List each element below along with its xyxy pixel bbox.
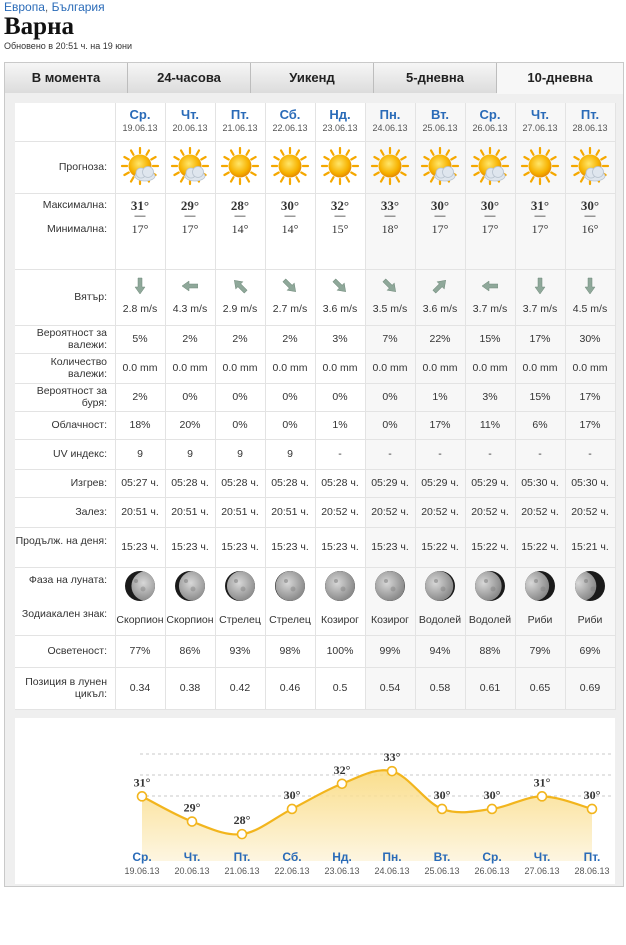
temp-separator: —: [234, 210, 246, 222]
day-date: 28.06.13: [572, 123, 608, 133]
cell-pa: 0.0 mm: [172, 362, 208, 374]
cell-uv: 9: [237, 448, 243, 460]
day-header[interactable]: [415, 107, 465, 133]
cell-pa: 0.0 mm: [522, 362, 558, 374]
cell-sp: 0%: [382, 391, 398, 403]
temp-separator: —: [434, 210, 446, 222]
cell-set: 20:51 ч.: [271, 506, 309, 518]
wind-speed: 3.6 m/s: [422, 303, 458, 315]
cell-pa: 0.0 mm: [272, 362, 308, 374]
temperature-data-label: 30°: [483, 787, 501, 802]
max-temp: 28°: [230, 198, 250, 213]
chart-x-tick-day: Чт.: [183, 850, 201, 864]
chart-x-tick-date: 25.06.13: [424, 866, 460, 876]
day-name: Ср.: [479, 107, 501, 122]
row-label-min: Минимална:: [46, 223, 107, 235]
chart-x-tick-date: 19.06.13: [124, 866, 160, 876]
chart-x-tick-day: Ср.: [482, 850, 502, 864]
min-temp: 14°: [231, 222, 249, 236]
row-label-daylen: Продълж. на деня:: [15, 535, 107, 547]
cell-len: 15:22 ч.: [421, 541, 459, 553]
max-temp: 30°: [430, 198, 450, 213]
cell-illum: 99%: [379, 645, 401, 657]
row-label-wind: Вятър:: [74, 291, 107, 303]
cell-sp: 0%: [182, 391, 198, 403]
day-header[interactable]: [565, 107, 615, 133]
row-divider: [15, 667, 615, 668]
temp-separator: —: [284, 210, 296, 222]
day-date: 26.06.13: [472, 123, 508, 133]
temp-separator: —: [334, 210, 346, 222]
min-temp: 14°: [281, 222, 299, 236]
cell-zodiac: Стрелец: [269, 614, 311, 626]
min-temp: 15°: [331, 222, 349, 236]
cell-zodiac: Водолей: [418, 614, 462, 626]
min-temp: 17°: [181, 222, 199, 236]
row-divider: [15, 469, 615, 470]
wind-speed: 2.8 m/s: [122, 303, 158, 315]
day-name: Сб.: [279, 107, 301, 122]
chart-x-tick-date: 23.06.13: [324, 866, 360, 876]
moon-phase-icon: [465, 569, 515, 606]
cell-cycle: 0.65: [529, 682, 551, 694]
cell-cl: 11%: [479, 419, 501, 431]
temperature-data-label: 30°: [583, 787, 601, 802]
cell-pa: 0.0 mm: [472, 362, 508, 374]
max-temp: 31°: [130, 198, 150, 213]
row-divider: [15, 439, 615, 440]
cell-illum: 77%: [129, 645, 151, 657]
day-name: Чт.: [181, 107, 199, 122]
cell-rise: 05:30 ч.: [571, 477, 609, 489]
row-label-precip-prob: Вероятност за валежи:: [36, 327, 107, 351]
cell-illum: 94%: [429, 645, 451, 657]
day-date: 21.06.13: [222, 123, 258, 133]
cell-sp: 0%: [232, 391, 248, 403]
temperature-point[interactable]: [238, 830, 247, 839]
sun-icon: [365, 147, 415, 187]
cell-pp: 15%: [479, 333, 501, 345]
cell-zodiac: Козирог: [370, 614, 410, 626]
wind-speed: 3.5 m/s: [372, 303, 408, 315]
chart-x-tick-day: Сб.: [282, 850, 302, 864]
cell-pa: 0.0 mm: [572, 362, 608, 374]
cell-cycle: 0.42: [229, 682, 251, 694]
sun-cloud-icon: [165, 147, 215, 187]
row-divider: [15, 497, 615, 498]
chart-x-tick-day: Пт.: [233, 850, 251, 864]
row-divider: [15, 193, 615, 194]
temperature-point[interactable]: [338, 779, 347, 788]
cell-rise: 05:29 ч.: [421, 477, 459, 489]
cell-len: 15:23 ч.: [121, 541, 159, 553]
cell-pp: 3%: [332, 333, 348, 345]
cell-rise: 05:28 ч.: [271, 477, 309, 489]
row-label-zodiac: Зодиакален знак:: [21, 608, 107, 620]
cell-uv: -: [338, 448, 342, 460]
moon-phase-icon: [115, 569, 165, 606]
temperature-point[interactable]: [288, 804, 297, 813]
row-label-forecast: Прогноза:: [58, 161, 107, 173]
day-date: 19.06.13: [122, 123, 158, 133]
wind-arrow-icon: [165, 277, 215, 298]
wind-arrow-icon: [215, 277, 265, 298]
day-name: Вт.: [430, 107, 450, 122]
cell-sp: 1%: [432, 391, 448, 403]
temp-separator: —: [484, 210, 496, 222]
temp-separator: —: [584, 210, 596, 222]
moon-phase-icon: [515, 569, 565, 606]
moon-phase-icon: [315, 569, 365, 606]
temperature-point[interactable]: [538, 792, 547, 801]
day-date: 24.06.13: [372, 123, 408, 133]
breadcrumb-separator: ,: [44, 0, 49, 14]
cell-pp: 17%: [529, 333, 551, 345]
moon-phase-icon: [215, 569, 265, 606]
tab-5-day[interactable]: 5-дневна: [374, 63, 497, 93]
temperature-point[interactable]: [588, 804, 597, 813]
cell-set: 20:52 ч.: [471, 506, 509, 518]
cell-cl: 0%: [282, 419, 298, 431]
cell-sp: 15%: [529, 391, 551, 403]
cell-set: 20:51 ч.: [171, 506, 209, 518]
cell-cl: 17%: [429, 419, 451, 431]
cell-rise: 05:29 ч.: [371, 477, 409, 489]
wind-arrow-icon: [465, 277, 515, 298]
cell-len: 15:23 ч.: [371, 541, 409, 553]
cell-len: 15:22 ч.: [521, 541, 559, 553]
cell-uv: -: [388, 448, 392, 460]
day-header[interactable]: [315, 107, 365, 133]
row-divider: [15, 269, 615, 270]
chart-x-tick-day: Вт.: [433, 850, 451, 864]
moon-phase-icon: [265, 569, 315, 606]
cell-sp: 17%: [579, 391, 601, 403]
temperature-point[interactable]: [488, 804, 497, 813]
cell-set: 20:52 ч.: [371, 506, 409, 518]
row-label-sunset: Залез:: [75, 506, 107, 518]
sun-icon: [265, 147, 315, 187]
cell-pp: 2%: [182, 333, 198, 345]
day-date: 20.06.13: [172, 123, 208, 133]
cell-cl: 1%: [332, 419, 348, 431]
temperature-point[interactable]: [138, 792, 147, 801]
cell-rise: 05:28 ч.: [321, 477, 359, 489]
cell-sp: 2%: [132, 391, 148, 403]
cell-cycle: 0.61: [479, 682, 501, 694]
row-divider: [15, 411, 615, 412]
cell-illum: 79%: [529, 645, 551, 657]
forecast-widget: [4, 62, 624, 887]
sun-cloud-icon: [115, 147, 165, 187]
cell-rise: 05:29 ч.: [471, 477, 509, 489]
row-divider: [15, 567, 615, 568]
day-header[interactable]: [515, 107, 565, 133]
chart-x-tick-date: 21.06.13: [224, 866, 260, 876]
chart-x-tick-date: 20.06.13: [174, 866, 210, 876]
cell-sp: 0%: [282, 391, 298, 403]
temp-separator: —: [534, 210, 546, 222]
breadcrumb-country-link[interactable]: България: [51, 0, 105, 14]
wind-speed: 3.6 m/s: [322, 303, 358, 315]
cell-zodiac: Скорпион: [166, 614, 214, 626]
day-date: 23.06.13: [322, 123, 358, 133]
row-divider: [15, 527, 615, 528]
chart-x-tick-date: 28.06.13: [574, 866, 610, 876]
wind-speed: 4.5 m/s: [572, 303, 608, 315]
day-header[interactable]: [115, 107, 165, 133]
breadcrumb-region-link[interactable]: Европа: [4, 0, 45, 14]
day-header[interactable]: [365, 107, 415, 133]
max-temp: 31°: [530, 198, 550, 213]
day-header[interactable]: [265, 107, 315, 133]
row-divider: [15, 141, 615, 142]
cell-cl: 20%: [179, 419, 201, 431]
day-name: Нд.: [329, 107, 351, 122]
cell-cl: 17%: [579, 419, 601, 431]
temperature-area: [142, 770, 592, 861]
day-date: 22.06.13: [272, 123, 308, 133]
cell-cycle: 0.58: [429, 682, 451, 694]
chart-x-tick-day: Нд.: [332, 850, 352, 864]
min-temp: 17°: [131, 222, 149, 236]
cell-zodiac: Козирог: [320, 614, 360, 626]
cell-cycle: 0.69: [579, 682, 601, 694]
row-label-max: Максимална:: [42, 199, 107, 211]
cell-pa: 0.0 mm: [372, 362, 408, 374]
cell-cycle: 0.38: [179, 682, 201, 694]
row-label-uv: UV индекс:: [52, 448, 107, 460]
cell-cl: 18%: [129, 419, 151, 431]
wind-arrow-icon: [265, 277, 315, 298]
min-temp: 18°: [381, 222, 399, 236]
sun-cloud-icon: [465, 147, 515, 187]
cell-uv: -: [438, 448, 442, 460]
temperature-chart: [15, 718, 615, 884]
temperature-data-label: 30°: [283, 787, 301, 802]
wind-speed: 2.7 m/s: [272, 303, 308, 315]
cell-rise: 05:28 ч.: [171, 477, 209, 489]
cell-rise: 05:28 ч.: [221, 477, 259, 489]
updated-timestamp: Обновено в 20:51 ч. на 19 юни: [4, 41, 133, 51]
cell-cl: 6%: [532, 419, 548, 431]
cell-len: 15:23 ч.: [221, 541, 259, 553]
wind-arrow-icon: [115, 277, 165, 298]
chart-x-tick-day: Чт.: [533, 850, 551, 864]
forecast-tabs: [5, 63, 623, 93]
cell-pa: 0.0 mm: [322, 362, 358, 374]
cell-set: 20:51 ч.: [221, 506, 259, 518]
column-divider: [615, 103, 616, 710]
temperature-point[interactable]: [438, 804, 447, 813]
day-date: 25.06.13: [422, 123, 458, 133]
tab-now[interactable]: В момента: [5, 63, 128, 93]
cell-pp: 2%: [232, 333, 248, 345]
cell-pa: 0.0 mm: [122, 362, 158, 374]
cell-len: 15:23 ч.: [271, 541, 309, 553]
max-temp: 33°: [380, 198, 400, 213]
temperature-data-label: 28°: [233, 813, 251, 828]
cell-zodiac: Стрелец: [219, 614, 261, 626]
day-name: Пт.: [580, 107, 600, 122]
wind-arrow-icon: [415, 277, 465, 298]
cell-zodiac: Скорпион: [116, 614, 164, 626]
wind-speed: 3.7 m/s: [522, 303, 558, 315]
cell-pp: 22%: [429, 333, 451, 345]
sun-cloud-icon: [415, 147, 465, 187]
row-label-sunrise: Изгрев:: [70, 477, 107, 489]
chart-x-tick-date: 24.06.13: [374, 866, 410, 876]
row-label-cycle: Позиция в лунен цикъл:: [25, 676, 107, 700]
cell-set: 20:52 ч.: [321, 506, 359, 518]
chart-x-tick-date: 22.06.13: [274, 866, 310, 876]
min-temp: 16°: [581, 222, 599, 236]
cell-pa: 0.0 mm: [422, 362, 458, 374]
cell-zodiac: Риби: [527, 614, 553, 626]
cell-zodiac: Риби: [577, 614, 603, 626]
sun-icon: [315, 147, 365, 187]
row-label-illum: Осветеност:: [47, 645, 107, 657]
chart-x-tick-day: Пн.: [382, 850, 402, 864]
temperature-data-label: 32°: [333, 762, 351, 777]
row-divider: [15, 325, 615, 326]
cell-pp: 2%: [282, 333, 298, 345]
max-temp: 29°: [180, 198, 200, 213]
cell-cycle: 0.5: [332, 682, 348, 694]
wind-arrow-icon: [515, 277, 565, 298]
cell-rise: 05:30 ч.: [521, 477, 559, 489]
cell-len: 15:22 ч.: [471, 541, 509, 553]
min-temp: 17°: [531, 222, 549, 236]
cell-len: 15:23 ч.: [171, 541, 209, 553]
row-divider: [15, 353, 615, 354]
breadcrumb: [4, 0, 105, 14]
cell-set: 20:51 ч.: [121, 506, 159, 518]
moon-phase-icon: [565, 569, 615, 606]
wind-arrow-icon: [565, 277, 615, 298]
cell-illum: 93%: [229, 645, 251, 657]
page-title: Варна: [4, 13, 74, 40]
cell-sp: 0%: [332, 391, 348, 403]
cell-uv: -: [488, 448, 492, 460]
min-temp: 17°: [431, 222, 449, 236]
cell-uv: -: [538, 448, 542, 460]
temperature-data-label: 30°: [433, 787, 451, 802]
chart-x-tick-day: Пт.: [583, 850, 601, 864]
cell-cycle: 0.34: [129, 682, 151, 694]
cell-illum: 86%: [179, 645, 201, 657]
temperature-data-label: 31°: [133, 775, 151, 790]
tab-weekend[interactable]: Уикенд: [251, 63, 374, 93]
temperature-data-label: 29°: [183, 800, 201, 815]
sun-icon: [215, 147, 265, 187]
cell-illum: 69%: [579, 645, 601, 657]
row-divider: [15, 383, 615, 384]
day-name: Пт.: [230, 107, 250, 122]
temperature-data-label: 31°: [533, 775, 551, 790]
wind-speed: 4.3 m/s: [172, 303, 208, 315]
chart-x-tick-day: Ср.: [132, 850, 152, 864]
temperature-point[interactable]: [388, 767, 397, 776]
cell-set: 20:52 ч.: [571, 506, 609, 518]
cell-pp: 7%: [382, 333, 398, 345]
cell-uv: 9: [287, 448, 293, 460]
cell-uv: 9: [137, 448, 143, 460]
row-label-cloud: Облачност:: [51, 419, 107, 431]
cell-illum: 100%: [326, 645, 354, 657]
cell-uv: 9: [187, 448, 193, 460]
cell-rise: 05:27 ч.: [121, 477, 159, 489]
sun-icon: [515, 147, 565, 187]
row-divider: [15, 709, 615, 710]
cell-uv: -: [588, 448, 592, 460]
wind-speed: 2.9 m/s: [222, 303, 258, 315]
cell-pp: 30%: [579, 333, 601, 345]
cell-len: 15:23 ч.: [321, 541, 359, 553]
cell-len: 15:21 ч.: [571, 541, 609, 553]
cell-zodiac: Водолей: [468, 614, 512, 626]
temp-separator: —: [384, 210, 396, 222]
cell-pp: 5%: [132, 333, 148, 345]
cell-cycle: 0.46: [279, 682, 301, 694]
cell-sp: 3%: [482, 391, 498, 403]
day-date: 27.06.13: [522, 123, 558, 133]
max-temp: 32°: [330, 198, 350, 213]
cell-illum: 88%: [479, 645, 501, 657]
row-label-moon-phase: Фаза на луната:: [28, 574, 107, 586]
row-label-storm-prob: Вероятност за буря:: [36, 385, 107, 409]
temperature-data-label: 33°: [383, 750, 401, 765]
moon-phase-icon: [415, 569, 465, 606]
temperature-chart-svg: [15, 718, 615, 884]
cell-set: 20:52 ч.: [421, 506, 459, 518]
cell-cycle: 0.54: [379, 682, 401, 694]
day-header[interactable]: [165, 107, 215, 133]
day-name: Ср.: [129, 107, 151, 122]
wind-arrow-icon: [315, 277, 365, 298]
day-name: Пн.: [379, 107, 401, 122]
cell-illum: 98%: [279, 645, 301, 657]
temp-separator: —: [184, 210, 196, 222]
max-temp: 30°: [280, 198, 300, 213]
min-temp: 17°: [481, 222, 499, 236]
day-header[interactable]: [465, 107, 515, 133]
cell-pa: 0.0 mm: [222, 362, 258, 374]
moon-phase-icon: [165, 569, 215, 606]
wind-speed: 3.7 m/s: [472, 303, 508, 315]
row-label-precip-amt: Количество валежи:: [50, 356, 107, 380]
chart-x-tick-date: 27.06.13: [524, 866, 560, 876]
day-name: Чт.: [531, 107, 549, 122]
sun-cloud-icon: [565, 147, 615, 187]
row-divider: [15, 635, 615, 636]
chart-x-tick-date: 26.06.13: [474, 866, 510, 876]
temp-separator: —: [134, 210, 146, 222]
wind-arrow-icon: [365, 277, 415, 298]
cell-cl: 0%: [232, 419, 248, 431]
moon-phase-icon: [365, 569, 415, 606]
tab-24-hour[interactable]: 24-часова: [128, 63, 251, 93]
tab-10-day[interactable]: 10-дневна: [497, 63, 623, 94]
cell-cl: 0%: [382, 419, 398, 431]
max-temp: 30°: [480, 198, 500, 213]
max-temp: 30°: [580, 198, 600, 213]
cell-set: 20:52 ч.: [521, 506, 559, 518]
forecast-table: [15, 103, 615, 710]
day-header[interactable]: [215, 107, 265, 133]
temperature-point[interactable]: [188, 817, 197, 826]
